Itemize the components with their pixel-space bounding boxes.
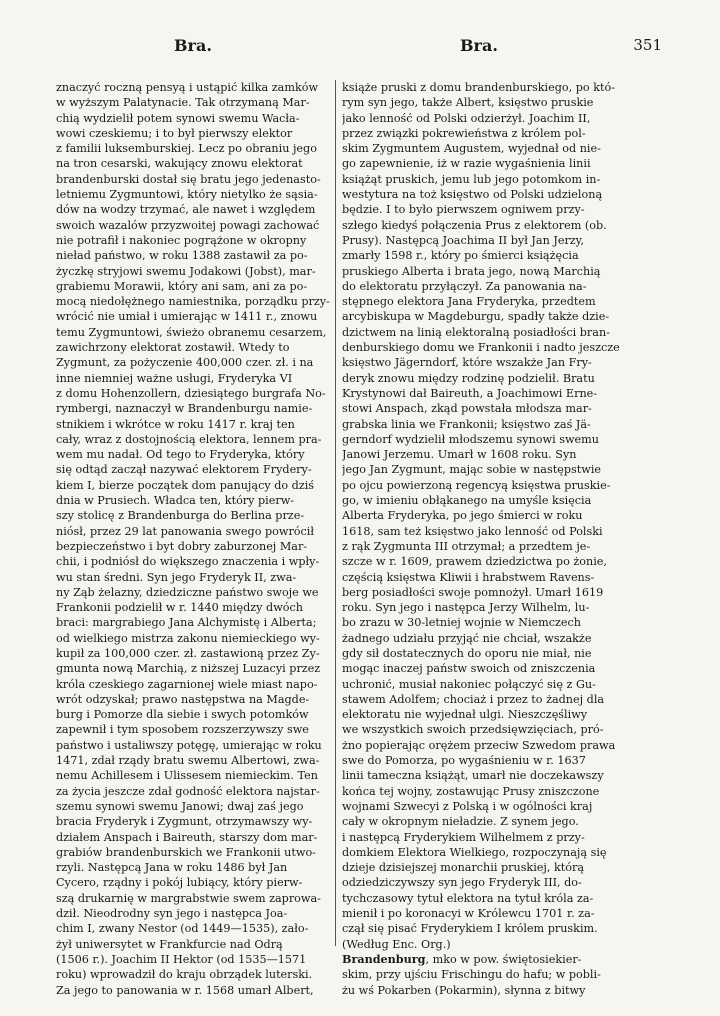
- text-line: go, w imieniu obłąkanego na umyśle księcia: [342, 494, 592, 508]
- text-line: tychczasowy tytuł elektora na tytuł króla za-: [342, 891, 594, 905]
- text-line: grabiemu Morawii, który ani sam, ani za po-: [56, 279, 308, 293]
- text-line: jego Jan Zygmunt, mając sobie w następstwie: [342, 463, 602, 477]
- text-line: Zygmunt, za pożyczenie 400,000 czer. zł. i na: [56, 356, 314, 370]
- text-line: księstwo Jägerndorf, które wszakże Jan Fry-: [342, 356, 592, 370]
- text-line: jako lenność od Polski odzierżył. Joachim II,: [342, 111, 591, 125]
- text-line: do elektoratu przyłączył. Za panowania na-: [342, 279, 587, 293]
- text-line: państwo i ustaliwszy potęgę, umierając w roku: [56, 738, 322, 752]
- text-line: rymbergi, naznaczył w Brandenburgu namie-: [56, 402, 313, 416]
- text-line: temu Zygmuntowi, świeżo obranemu cesarzem,: [56, 325, 327, 339]
- text-line: 1471, zdał rządy bratu swemu Albertowi, zwa-: [56, 754, 320, 768]
- text-line: nie potrafił i nakoniec pogrążone w okropny: [56, 233, 307, 247]
- text-line: denburskiego domu we Frankonii i nadto jeszcze: [342, 341, 620, 355]
- text-line: berg posiadłości swoje pomnożył. Umarł 1619: [342, 585, 604, 599]
- text-line: Frankonii podzielił w r. 1440 między dwóch: [56, 601, 303, 615]
- text-line: z domu Hohenzollern, dziesiątego burgrafa No-: [56, 386, 326, 400]
- text-line: na tron cesarski, wakujący znowu elektorat: [56, 157, 303, 171]
- text-line: przez związki pokrewieństwa z królem pol-: [342, 126, 586, 140]
- text-line: roku. Syn jego i następca Jerzy Wilhelm, lu-: [342, 601, 590, 615]
- text-line: 1618, sam też księstwo jako lenność od Polski: [342, 524, 603, 538]
- text-line: gmunta nową Marchią, z niższej Luzacyi przez: [56, 662, 321, 676]
- text-line: westytura na toż księstwo od Polski udzieloną: [342, 188, 603, 202]
- text-line: Krystynowi dał Baireuth, a Joachimowi Erne-: [342, 386, 598, 400]
- text-line: z rąk Zygmunta III otrzymał; a przedtem je-: [342, 539, 591, 553]
- text-line: mogąc inaczej państw swoich od zniszczenia: [342, 662, 596, 676]
- text-line: wrócić nie umiał i umierając w 1411 r., znowu: [56, 310, 318, 324]
- column-divider: [335, 80, 336, 946]
- text-line: bezpieczeństwo i byt dobry zaburzonej Mar-: [56, 539, 308, 553]
- text-line: żno popierając orężem przeciw Szwedom prawa: [342, 738, 616, 752]
- text-line: dził. Nieodrodny syn jego i następca Joa-: [56, 907, 288, 921]
- text-line: Janowi Jerzemu. Umarł w 1608 roku. Syn: [342, 448, 577, 462]
- text-line: burg i Pomorze dla siebie i swych potomków: [56, 708, 309, 722]
- text-line: żadnego udziału przyjąć nie chciał, wszakże: [342, 631, 592, 645]
- text-line: zapewnił i tym sposobem rozszerzywszy swe: [56, 723, 309, 737]
- text-line: inne niemniej ważne usługi, Fryderyka VI: [56, 371, 293, 385]
- text-line: nieład państwo, w roku 1388 zastawił za po-: [56, 249, 308, 263]
- text-line: cały, wraz z dostojnością elektora, lennem pra-: [56, 432, 322, 446]
- text-line: ny Ząb żelazny, dziedziczne państwo swoje we: [56, 585, 319, 599]
- text-line: szcze w r. 1609, prawem dziedzictwa po żonie,: [342, 555, 607, 569]
- page-header: [56, 36, 662, 60]
- text-line: bracia Fryderyk i Zygmunt, otrzymawszy wy-: [56, 815, 313, 829]
- text-line: we wszystkich swoich przedsięwzięciach, pró-: [342, 723, 604, 737]
- text-line: częścią księstwa Kliwii i hrabstwem Ravens-: [342, 570, 595, 584]
- text-line: go zapewnienie, iż w razie wygaśnienia linii: [342, 157, 591, 171]
- text-line: rzyli. Następcą Jana w roku 1486 był Jan: [56, 861, 288, 875]
- text-line: grabiów brandenburskich we Frankonii utwo-: [56, 845, 316, 859]
- text-line: i następcą Fryderykiem Wilhelmem z przy-: [342, 830, 585, 844]
- text-line: skim Zygmuntem Augustem, wyjednał od nie-: [342, 142, 601, 156]
- text-line: Cycero, rządny i pokój lubiący, który pierw-: [56, 876, 303, 890]
- text-line: grabska linia we Frankonii; księstwo zaś Jä-: [342, 417, 591, 431]
- text-line: zmarły 1598 r., który po śmierci książęcia: [342, 249, 579, 263]
- text-line: (1506 r.). Joachim II Hektor (od 1535—1571: [56, 952, 307, 966]
- text-line: książąt pruskich, jemu lub jego potomkom in-: [342, 172, 601, 186]
- text-line: mocą niedołężnego namiestnika, porządku przy-: [56, 295, 330, 309]
- text-line: wem mu nadał. Od tego to Fryderyka, który: [56, 448, 305, 462]
- running-head-right: Bra.: [460, 36, 498, 55]
- text-line: dów na wodzy trzymać, ale nawet i względem: [56, 203, 316, 217]
- running-head-left: Bra.: [174, 36, 212, 55]
- text-line: (Według Enc. Org.): [342, 937, 451, 951]
- text-line: swoich wazalów przyzwoitej powagi zachować: [56, 218, 320, 232]
- text-line: szy stolicę z Brandenburga do Berlina prze-: [56, 509, 305, 523]
- text-line: szłego kiedyś połączenia Prus z elektorem (ob.: [342, 218, 607, 232]
- text-line: dzictwem na linią elektoralną posiadłości bran-: [342, 325, 610, 339]
- entry-brandenburg: [342, 952, 620, 998]
- text-line: życzkę stryjowi swemu Jodakowi (Jobst), mar-: [56, 264, 316, 278]
- text-line: wowi czeskiemu; i to był pierwszy elektor: [56, 126, 293, 140]
- text-line: nemu Achillesem i Ulissesem niemieckim. Ten: [56, 769, 318, 783]
- text-line: dzieje dzisiejszej monarchii pruskiej, którą: [342, 861, 585, 875]
- text-line: elektoratu nie wyjednał ulgi. Nieszczęśliwy: [342, 708, 588, 722]
- text-line: swe do Pomorza, po wygaśnieniu w r. 1637: [342, 754, 586, 768]
- text-line: rym syn jego, także Albert, księstwo pruskie: [342, 96, 594, 110]
- right-column: [342, 80, 620, 998]
- text-line: z familii luksemburskiej. Lecz po obraniu jego: [56, 142, 317, 156]
- entry-line: żu wś Pokarben (Pokarmin), słynna z bitwy: [342, 983, 586, 997]
- right-column-text: [342, 80, 620, 952]
- text-line: braci: margrabiego Jana Alchymistę i Alberta;: [56, 616, 317, 630]
- text-line: wu stan średni. Syn jego Fryderyk II, zwa-: [56, 570, 297, 584]
- text-line: odziedziczywszy syn jego Fryderyk III, do-: [342, 876, 582, 890]
- text-line: uchronić, musiał nakoniec połączyć się z Gu-: [342, 677, 596, 691]
- text-line: deryk znowu między rodzinę podzielił. Bratu: [342, 371, 595, 385]
- text-line: pruskiego Alberta i brata jego, nową Marchią: [342, 264, 601, 278]
- text-line: znaczyć roczną pensyą i ustąpić kilka zamków: [56, 81, 319, 94]
- text-line: zawichrzony elektorat zostawił. Wtedy to: [56, 341, 290, 355]
- text-line: końca tej wojny, zostawując Prusy zniszczone: [342, 784, 600, 798]
- text-line: się odtąd zaczął nazywać elektorem Frydery-: [56, 463, 312, 477]
- entry-line: skim, przy ujściu Frischingu do hafu; w pobli-: [342, 968, 601, 982]
- text-line: szemu synowi swemu Janowi; dwaj zaś jego: [56, 799, 304, 813]
- entry-headword: Brandenburg: [342, 951, 426, 966]
- text-line: czął się pisać Fryderykiem I królem pruskim.: [342, 922, 598, 936]
- text-line: króla czeskiego zagarnionej wiele miast napo-: [56, 677, 318, 691]
- text-line: będzie. I to było pierwszem ogniwem przy-: [342, 203, 585, 217]
- text-line: gdy sił dostatecznych do oporu nie miał, nie: [342, 646, 592, 660]
- text-line: szą drukarnię w margrabstwie swem zaprowa-: [56, 891, 321, 905]
- text-line: za życia jeszcze zdał godność elektora najstar-: [56, 784, 320, 798]
- text-line: kiem I, bierze początek dom panujący do dziś: [56, 478, 315, 492]
- text-line: żył uniwersytet w Frankfurcie nad Odrą: [56, 937, 283, 951]
- text-line: wojnami Szwecyi z Polską i w ogólności kraj: [342, 799, 593, 813]
- text-line: od wielkiego mistrza zakonu niemieckiego wy-: [56, 631, 320, 645]
- text-line: roku) wprowadził do kraju obrządek luterski.: [56, 968, 313, 982]
- text-line: arcybiskupa w Magdeburgu, spadły także dzie-: [342, 310, 610, 324]
- left-column: [56, 80, 332, 998]
- entry-line: , mko w pow. świętosiekier-: [425, 952, 582, 966]
- entry-first-line: [342, 952, 620, 967]
- text-line: chim I, zwany Nestor (od 1449—1535), zało-: [56, 922, 309, 936]
- text-line: w wyższym Palatynacie. Tak otrzymaną Mar-: [56, 96, 310, 110]
- text-line: Alberta Fryderyka, po jego śmierci w roku: [342, 509, 583, 523]
- text-line: działem Anspach i Baireuth, starszy dom mar-: [56, 830, 318, 844]
- text-line: Prusy). Następcą Joachima II był Jan Jerzy,: [342, 233, 585, 247]
- text-line: letniemu Zygmuntowi, który nietylko że sąsia-: [56, 188, 318, 202]
- text-line: chii, i podniósł do większego znaczenia i wpły-: [56, 555, 320, 569]
- text-line: gerndorf wydzielił młodszemu synowi swemu: [342, 432, 599, 446]
- text-line: Za jego to panowania w r. 1568 umarł Albert,: [56, 983, 314, 997]
- text-line: wrót odzyskał; prawo następstwa na Magde-: [56, 692, 310, 706]
- text-line: stępnego elektora Jana Fryderyka, przedtem: [342, 295, 596, 309]
- text-line: bo zrazu w 30-letniej wojnie w Niemczech: [342, 616, 582, 630]
- text-line: chią wydzielił potem synowi swemu Wacła-: [56, 111, 300, 125]
- page-number: 351: [633, 36, 662, 54]
- text-line: dnia w Prusiech. Władca ten, który pierw-: [56, 494, 295, 508]
- text-line: mienił i po koronacyi w Królewcu 1701 r. za-: [342, 907, 595, 921]
- text-line: stawem Adolfem; chociaż i przez to żadnej dla: [342, 692, 605, 706]
- text-line: książe pruski z domu brandenburskiego, po któ-: [342, 81, 615, 94]
- text-line: niósł, przez 29 lat panowania swego powrócił: [56, 524, 315, 538]
- text-line: po ojcu powierzoną regencyą księstwa pruskie-: [342, 478, 611, 492]
- text-line: stnikiem i wkrótce w roku 1417 r. kraj ten: [56, 417, 295, 431]
- text-line: cały w okropnym nieładzie. Z synem jego.: [342, 815, 579, 829]
- text-line: stowi Anspach, zkąd powstała młodsza mar-: [342, 402, 592, 416]
- text-line: domkiem Elektora Wielkiego, rozpoczynają się: [342, 845, 607, 859]
- text-line: kupił za 100,000 czer. zł. zastawioną przez Zy-: [56, 646, 320, 660]
- text-line: linii tameczna książąt, umarł nie doczekawszy: [342, 769, 604, 783]
- text-line: brandenburski dostał się bratu jego jedenasto-: [56, 172, 321, 186]
